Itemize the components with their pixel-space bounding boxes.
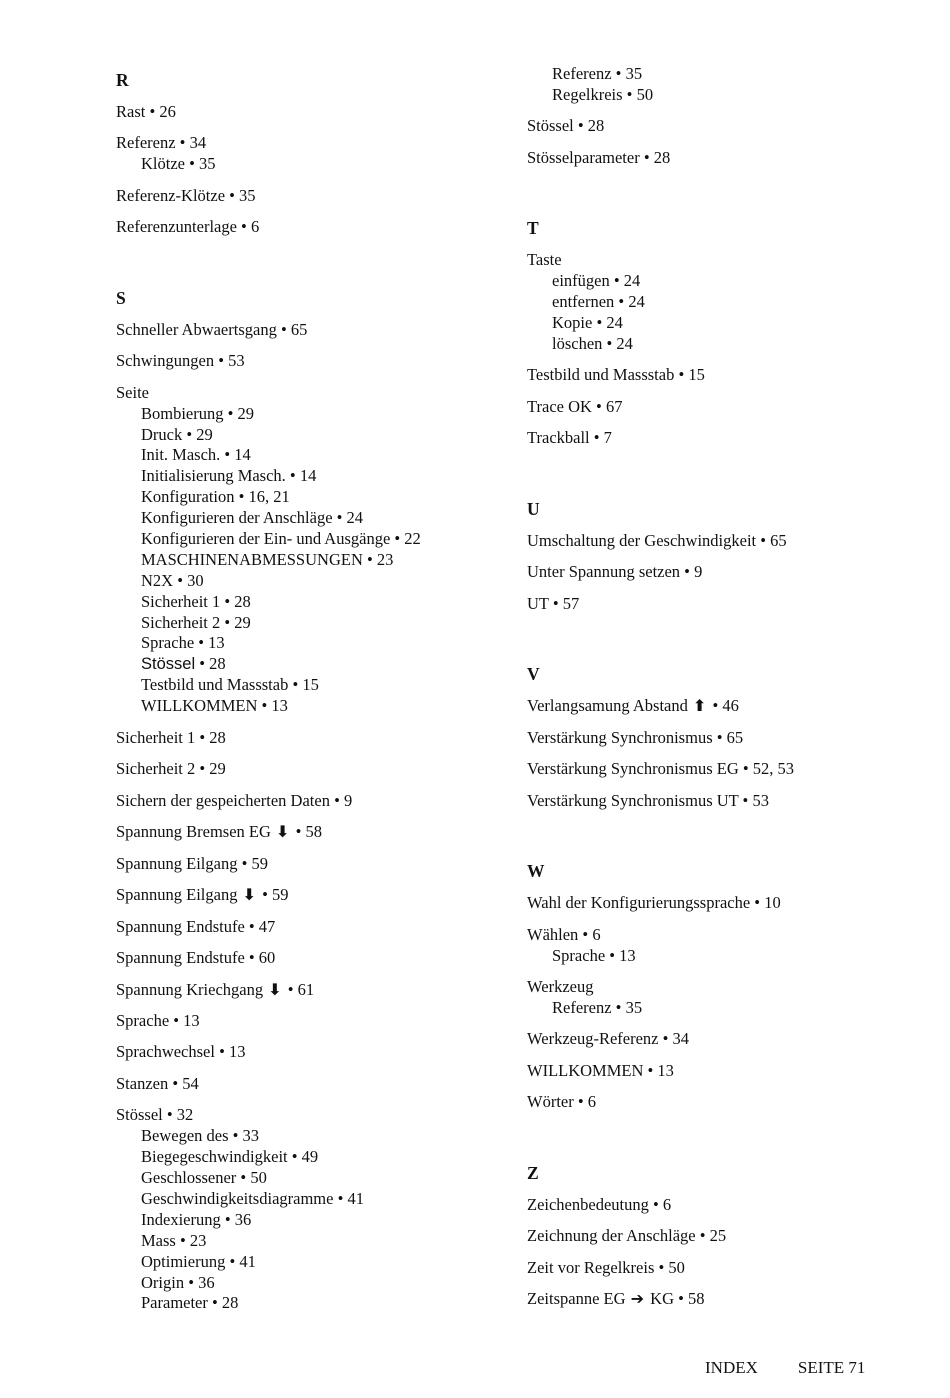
- arrow-down-icon: ⬇: [268, 979, 282, 999]
- entry-subterm: Konfigurieren der Anschläge • 24: [141, 508, 364, 528]
- entry-subterm: MASCHINENABMESSUNGEN • 23: [141, 549, 394, 569]
- arrow-down-icon: ⬇: [276, 822, 290, 842]
- entry-term-text: Spannung Endstufe • 60: [116, 948, 276, 968]
- section-spacer: [527, 822, 897, 855]
- section-spacer: [527, 1124, 897, 1157]
- entry-term-text: Verstärkung Synchronismus EG • 52, 53: [527, 759, 795, 779]
- entry-subterm: Druck • 29: [141, 424, 213, 444]
- entry-term-text: Spannung Eilgang • 59: [116, 853, 268, 873]
- entry-term-text: Werkzeug-Referenz • 34: [527, 1029, 690, 1049]
- index-entry: [116, 885, 496, 906]
- index-entry: [527, 148, 897, 169]
- entry-subterm: Indexierung • 36: [141, 1209, 252, 1229]
- entry-term: [116, 822, 496, 843]
- entry-term: [116, 854, 496, 875]
- entry-term: [527, 428, 897, 449]
- entry-subterm: Regelkreis • 50: [552, 84, 654, 104]
- entry-term-text: Spannung Bremsen EG: [116, 822, 271, 842]
- index-entry-continued: [527, 64, 897, 106]
- entry-term: [527, 728, 897, 749]
- entry-subterm: [116, 654, 496, 675]
- entry-term-text: Spannung Endstufe • 47: [116, 916, 276, 936]
- entry-term: [116, 133, 496, 154]
- index-entry: [527, 1195, 897, 1216]
- index-entry: [116, 1105, 496, 1314]
- footer-section: INDEX: [705, 1358, 758, 1377]
- entry-term: [116, 383, 496, 404]
- entry-term-text: Trackball • 7: [527, 428, 612, 448]
- index-entry: [527, 397, 897, 418]
- entry-term: [527, 594, 897, 615]
- index-entry: [116, 728, 496, 749]
- entry-term-text: Stösselparameter • 28: [527, 147, 671, 167]
- index-entry: [527, 728, 897, 749]
- index-entry: [116, 186, 496, 207]
- entry-subterm: Init. Masch. • 14: [141, 445, 251, 465]
- entry-subterm: Sicherheit 2 • 29: [141, 612, 251, 632]
- entry-term-text: Werkzeug: [527, 977, 594, 997]
- entry-term-suffix: • 46: [712, 696, 739, 716]
- entry-term-suffix: KG • 58: [650, 1289, 705, 1309]
- entry-subterm: N2X • 30: [141, 570, 204, 590]
- index-entry: [116, 1042, 496, 1063]
- entry-subterm: Initialisierung Masch. • 14: [141, 466, 317, 486]
- entry-subterm-text: Stössel: [141, 655, 196, 674]
- index-entry: [527, 1029, 897, 1050]
- entry-subterm: Parameter • 28: [141, 1293, 239, 1313]
- entry-term: [527, 1258, 897, 1279]
- entry-term-text: Zeichnung der Anschläge • 25: [527, 1226, 727, 1246]
- entry-term: [116, 320, 496, 341]
- section-letter: V: [527, 664, 540, 685]
- index-entry: [116, 320, 496, 341]
- entry-term: [116, 351, 496, 372]
- index-entry: [116, 791, 496, 812]
- entry-subterm: WILLKOMMEN • 13: [141, 696, 288, 716]
- entry-term: [527, 116, 897, 137]
- entry-subterm: Testbild und Massstab • 15: [141, 675, 319, 695]
- entry-term: [527, 759, 897, 780]
- entry-term-text: Trace OK • 67: [527, 396, 623, 416]
- index-entry: [527, 791, 897, 812]
- index-entry: [116, 351, 496, 372]
- index-entry: [116, 1074, 496, 1095]
- entry-term-text: Verlangsamung Abstand: [527, 696, 688, 716]
- entry-term-text: Wörter • 6: [527, 1092, 596, 1112]
- entry-term: [116, 980, 496, 1001]
- index-entry: [527, 531, 897, 552]
- entry-term-text: Seite: [116, 382, 149, 402]
- index-entry: [116, 854, 496, 875]
- entry-term-text: Stössel • 28: [527, 116, 605, 136]
- entry-term: [527, 148, 897, 169]
- entry-subterm: Sprache • 13: [141, 633, 225, 653]
- entry-term: [527, 791, 897, 812]
- index-entry: [527, 562, 897, 583]
- index-entry: [116, 217, 496, 238]
- entry-term-suffix: • 61: [287, 979, 315, 999]
- index-entry: [527, 696, 897, 717]
- entry-term-text: Sicherheit 2 • 29: [116, 759, 226, 779]
- entry-term-text: Referenz • 34: [116, 133, 207, 153]
- entry-term: [527, 250, 897, 271]
- entry-term: [527, 531, 897, 552]
- entry-term: [116, 917, 496, 938]
- entry-term: [527, 365, 897, 386]
- entry-term: [527, 1289, 897, 1310]
- section-letter: S: [116, 287, 126, 308]
- section-letter: W: [527, 861, 545, 882]
- entry-subterm: Geschlossener • 50: [141, 1168, 267, 1188]
- section-letter: R: [116, 70, 129, 90]
- section-spacer: [527, 460, 897, 493]
- arrow-right-icon: ➔: [630, 1289, 645, 1309]
- entry-subterm: Bewegen des • 33: [141, 1126, 260, 1146]
- entry-subterm: einfügen • 24: [552, 271, 641, 291]
- entry-subterm: Biegegeschwindigkeit • 49: [141, 1147, 319, 1167]
- entry-subterm: Referenz • 35: [552, 997, 643, 1017]
- entry-subterm: Sprache • 13: [552, 945, 636, 965]
- entry-term: [116, 186, 496, 207]
- entry-subterm: Optimierung • 41: [141, 1251, 256, 1271]
- entry-subterm: Referenz • 35: [552, 64, 643, 83]
- index-entry: [527, 365, 897, 386]
- entry-subterm: Bombierung • 29: [141, 403, 255, 423]
- entry-subterm: Mass • 23: [141, 1230, 207, 1250]
- entry-subterm: Konfigurieren der Ein- und Ausgänge • 22: [141, 529, 421, 549]
- entry-term: [116, 791, 496, 812]
- index-entry: [527, 428, 897, 449]
- index-entry: [527, 893, 897, 914]
- index-entry: [116, 383, 496, 717]
- entry-term-text: Wahl der Konfigurierungssprache • 10: [527, 893, 781, 913]
- section-spacer: [527, 625, 897, 658]
- entry-term: [116, 217, 496, 238]
- index-entry: [116, 102, 496, 123]
- entry-term-suffix: • 59: [262, 885, 289, 905]
- entry-term-text: Rast • 26: [116, 102, 176, 121]
- index-entry: [527, 759, 897, 780]
- index-entry: [527, 250, 897, 354]
- page-footer: [705, 1358, 865, 1378]
- entry-term-text: Referenzunterlage • 6: [116, 217, 260, 237]
- entry-term-text: UT • 57: [527, 593, 580, 613]
- index-entry: [527, 1258, 897, 1279]
- entry-term-text: Schneller Abwaertsgang • 65: [116, 319, 308, 339]
- entry-term-text: Zeichenbedeutung • 6: [527, 1194, 672, 1214]
- entry-term-text: Taste: [527, 250, 562, 270]
- entry-term-text: Referenz-Klötze • 35: [116, 185, 256, 205]
- entry-term-text: Verstärkung Synchronismus UT • 53: [527, 790, 769, 810]
- entry-term: [527, 1061, 897, 1082]
- index-entry: [116, 948, 496, 969]
- entry-term-suffix: • 58: [295, 822, 322, 842]
- index-entry: [527, 977, 897, 1019]
- entry-term-text: Unter Spannung setzen • 9: [527, 562, 703, 582]
- entry-term-text: Verstärkung Synchronismus • 65: [527, 727, 744, 747]
- index-column-left: [116, 64, 496, 1325]
- section-letter: T: [527, 218, 539, 239]
- entry-term-text: Testbild und Massstab • 15: [527, 365, 705, 385]
- index-entry: [527, 1092, 897, 1113]
- entry-subterm: Klötze • 35: [141, 154, 216, 174]
- entry-term-text: Stanzen • 54: [116, 1073, 199, 1093]
- entry-subterm-suffix: • 28: [195, 654, 226, 674]
- entry-term: [527, 1226, 897, 1247]
- entry-term-text: Zeitspanne EG: [527, 1289, 626, 1309]
- index-entry: [116, 759, 496, 780]
- entry-term: [527, 696, 897, 717]
- entry-subterm: Konfiguration • 16, 21: [141, 487, 290, 507]
- entry-term: [116, 102, 496, 123]
- index-entry: [527, 1226, 897, 1247]
- index-entry: [116, 1011, 496, 1032]
- entry-term: [527, 977, 897, 998]
- entry-term-text: Spannung Kriechgang: [116, 979, 264, 999]
- index-entry: [527, 116, 897, 137]
- entry-term: [116, 1011, 496, 1032]
- entry-term: [116, 1105, 496, 1126]
- entry-term: [527, 397, 897, 418]
- entry-term-text: Spannung Eilgang: [116, 885, 238, 905]
- index-entry: [527, 1061, 897, 1082]
- entry-term: [116, 1074, 496, 1095]
- index-entry: [116, 133, 496, 175]
- entry-term: [116, 948, 496, 969]
- index-entry: [116, 822, 496, 843]
- entry-term-text: Sichern der gespeicherten Daten • 9: [116, 790, 353, 810]
- index-entry: [527, 594, 897, 615]
- arrow-down-icon: ⬇: [242, 885, 256, 905]
- entry-term: [116, 728, 496, 749]
- entry-term: [527, 925, 897, 946]
- entry-term-text: WILLKOMMEN • 13: [527, 1060, 674, 1080]
- entry-subterm: Geschwindigkeitsdiagramme • 41: [141, 1189, 364, 1209]
- footer-page-number: SEITE 71: [797, 1358, 866, 1377]
- entry-term-text: Sprache • 13: [116, 1011, 200, 1030]
- entry-term: [116, 1042, 496, 1063]
- index-entry: [116, 980, 496, 1001]
- entry-term-text: Sicherheit 1 • 28: [116, 727, 226, 747]
- index-column-right: [527, 64, 897, 1321]
- entry-term: [116, 759, 496, 780]
- index-entry: [116, 917, 496, 938]
- entry-term: [527, 893, 897, 914]
- entry-subterm: entfernen • 24: [552, 292, 645, 312]
- entry-term: [527, 1029, 897, 1050]
- entry-subterm: Sicherheit 1 • 28: [141, 591, 251, 611]
- index-entry: [527, 925, 897, 967]
- entry-term-text: Sprachwechsel • 13: [116, 1042, 246, 1062]
- entry-term-text: Stössel • 32: [116, 1105, 194, 1125]
- entry-subterm: Origin • 36: [141, 1272, 215, 1292]
- section-letter: Z: [527, 1162, 539, 1183]
- entry-term-text: Wählen • 6: [527, 924, 601, 944]
- section-spacer: [527, 179, 897, 212]
- arrow-up-icon: ⬆: [692, 696, 707, 716]
- entry-subterm: Kopie • 24: [552, 313, 623, 333]
- entry-term-text: Umschaltung der Geschwindigkeit • 65: [527, 530, 787, 550]
- entry-term: [527, 1195, 897, 1216]
- section-letter: U: [527, 498, 540, 519]
- entry-term: [116, 885, 496, 906]
- entry-term: [527, 1092, 897, 1113]
- entry-subterm: löschen • 24: [552, 333, 633, 353]
- index-entry: [527, 1289, 897, 1310]
- entry-term-text: Schwingungen • 53: [116, 351, 245, 371]
- section-spacer: [116, 249, 496, 282]
- entry-term-text: Zeit vor Regelkreis • 50: [527, 1257, 685, 1277]
- entry-term: [527, 562, 897, 583]
